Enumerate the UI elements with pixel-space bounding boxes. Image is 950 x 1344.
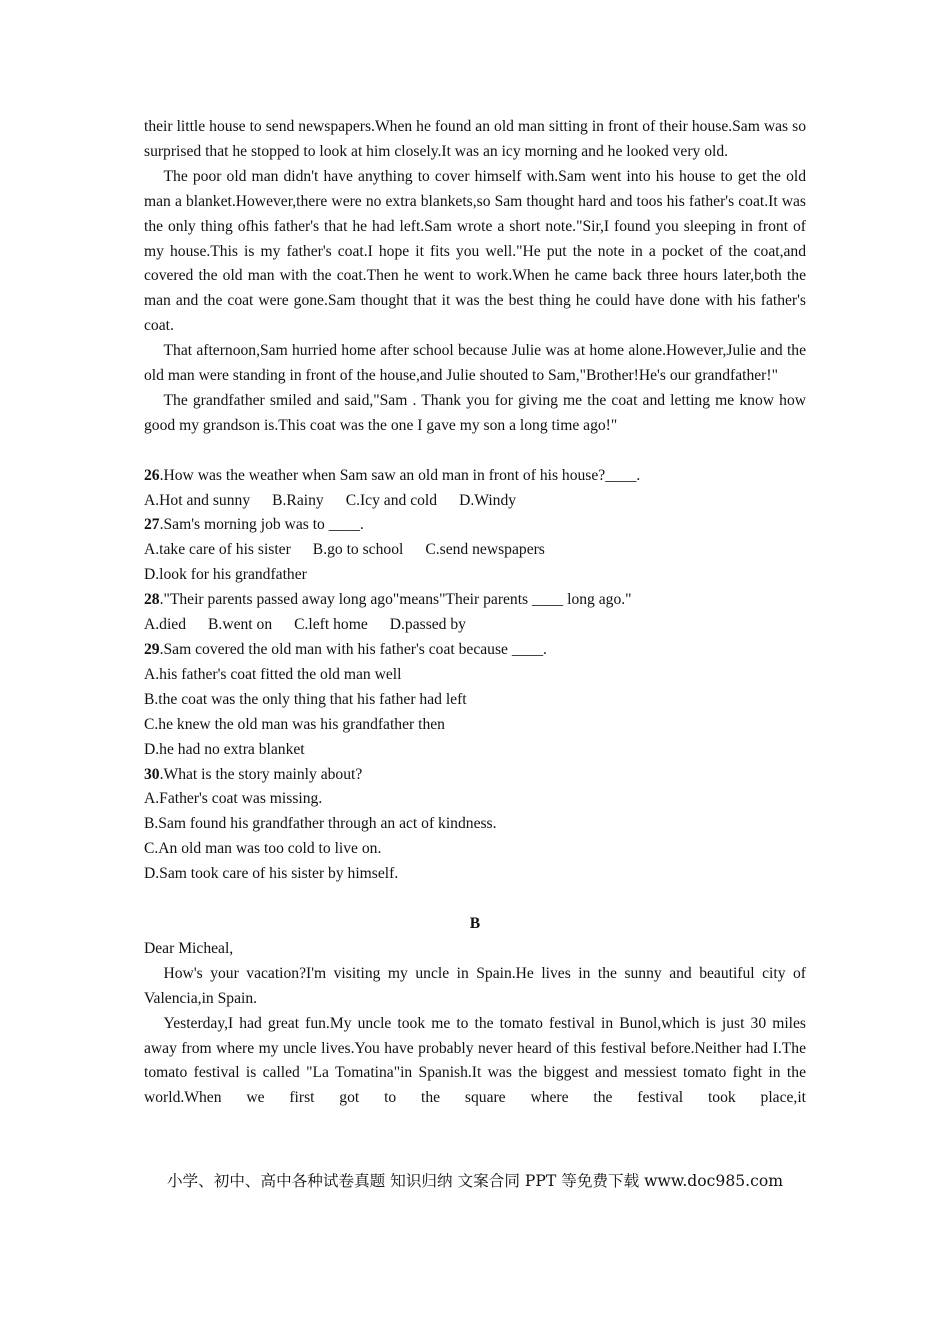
question-27 bbox=[144, 513, 806, 538]
option: B.Rainy bbox=[272, 491, 324, 509]
option: A.his father's coat fitted the old man well bbox=[144, 665, 402, 683]
option: D.Windy bbox=[459, 491, 517, 509]
question-number: 30 bbox=[144, 765, 160, 783]
letter-paragraph-1: How's your vacation?I'm visiting my uncle in Spain.He lives in the sunny and beautiful city of Valencia,in Spain. bbox=[144, 964, 806, 1007]
option: A.died bbox=[144, 616, 187, 634]
option: D.Sam took care of his sister by himself. bbox=[144, 865, 399, 883]
option: C.Icy and cold bbox=[345, 491, 438, 509]
option: A.Hot and sunny bbox=[144, 491, 251, 509]
section-title: B bbox=[469, 914, 481, 932]
option: D.he had no extra blanket bbox=[144, 740, 305, 758]
question-27-options bbox=[144, 538, 806, 563]
question-26-options bbox=[144, 489, 806, 514]
option: A.take care of his sister bbox=[144, 541, 291, 559]
option: B.went on bbox=[208, 616, 273, 634]
question-stem: .Sam's morning job was to ____. bbox=[159, 516, 364, 534]
option: B.go to school bbox=[312, 541, 404, 559]
option: C.send newspapers bbox=[425, 541, 545, 559]
page-footer: 小学、初中、高中各种试卷真题 知识归纳 文案合同 PPT 等免费下载 www.doc985.com bbox=[166, 1172, 784, 1190]
option: D.passed by bbox=[389, 616, 466, 634]
option: C.left home bbox=[294, 616, 368, 634]
question-number: 26 bbox=[144, 466, 160, 484]
story-paragraph-1: their little house to send newspapers.When he found an old man sitting in front of their house.Sam was so surprised that he stopped to look at him closely.It was an icy morning and he looked very old. bbox=[144, 118, 806, 160]
spacer bbox=[144, 887, 806, 912]
option: C.An old man was too cold to live on. bbox=[144, 840, 382, 858]
question-number: 28 bbox=[144, 591, 160, 609]
story-paragraph-2: The poor old man didn't have anything to cover himself with.Sam went into his house to get the old man a blanket.However,there were no extra blankets,so Sam thought hard and toos his father's coat.It was the only thing ofhis father's that he had left.Sam wrote a short note."Sir,I found you sleeping in front of my house.This is my father's coat.I hope it fits you well."He put the note in a pocket of the coat,and covered the old man with the coat.Then he went to work.When he came back three hours later,both the man and the coat were gone.Sam thought that it was the best thing he could have done with his father's coat. bbox=[144, 167, 806, 335]
question-number: 29 bbox=[144, 641, 160, 659]
question-29 bbox=[144, 638, 806, 663]
document-page bbox=[144, 115, 806, 1111]
question-stem: .Sam covered the old man with his father's coat because ____. bbox=[159, 641, 547, 659]
question-number: 27 bbox=[144, 516, 160, 534]
question-26 bbox=[144, 464, 806, 489]
story-paragraph-4: The grandfather smiled and said,"Sam . Thank you for giving me the coat and letting me know how good my grandson is.This coat was the one I gave my son a long time ago!" bbox=[144, 391, 806, 434]
letter-salutation: Dear Micheal, bbox=[144, 939, 234, 957]
question-stem: ."Their parents passed away long ago"means"Their parents ____ long ago." bbox=[159, 591, 632, 609]
option: D.look for his grandfather bbox=[144, 566, 307, 584]
option: A.Father's coat was missing. bbox=[144, 790, 323, 808]
story-paragraph-3: That afternoon,Sam hurried home after school because Julie was at home alone.However,Julie and the old man were standing in front of the house,and Julie shouted to Sam,"Brother!He's our grandfather!" bbox=[144, 342, 806, 385]
question-28 bbox=[144, 588, 806, 613]
question-stem: .What is the story mainly about? bbox=[159, 765, 363, 783]
question-stem: .How was the weather when Sam saw an old man in front of his house?____. bbox=[159, 466, 641, 484]
option: B.the coat was the only thing that his father had left bbox=[144, 690, 467, 708]
option: C.he knew the old man was his grandfather then bbox=[144, 715, 445, 733]
question-28-options bbox=[144, 613, 806, 638]
letter-paragraph-2: Yesterday,I had great fun.My uncle took me to the tomato festival in Bunol,which is just 30 miles away from where my uncle lives.You have probably never heard of this festival before.Neither had I.The tomato festival is called "La Tomatina"in Spanish.It was the biggest and messiest tomato fight in the world.When we first got to the square where the festival took place,it bbox=[144, 1014, 806, 1107]
option: B.Sam found his grandfather through an act of kindness. bbox=[144, 815, 497, 833]
question-30 bbox=[144, 763, 806, 788]
spacer bbox=[144, 439, 806, 464]
